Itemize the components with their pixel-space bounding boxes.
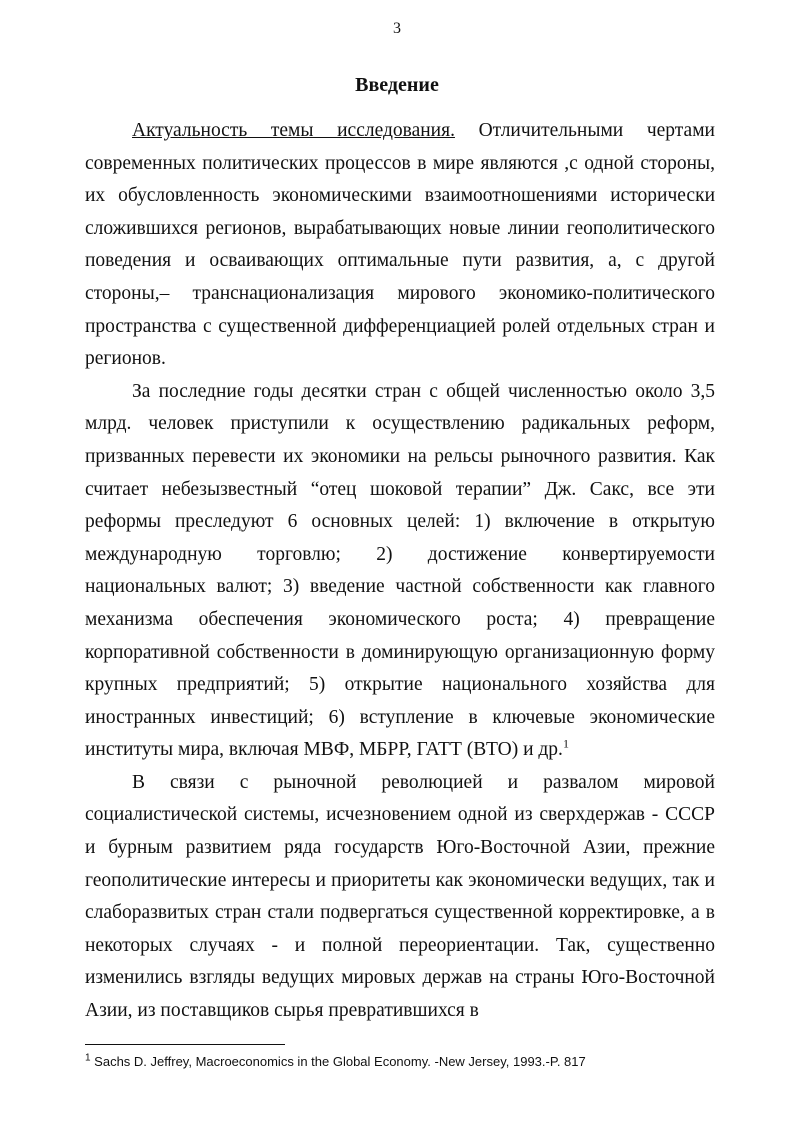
paragraph-geopolitics — [85, 767, 715, 1028]
page-number: 3 — [393, 20, 401, 37]
section-title: Введение — [355, 74, 439, 96]
footnote-mark: 1 — [85, 1052, 91, 1064]
geopolitics-text: В связи с рыночной революцией и развалом мировой социалистической системы, исчезновением одной из сверхдержав - СССР и бурным развитием ряда государств Юго-Восточной Азии, прежние геополитические интересы и приоритеты как экономически ведущих, так и слаборазвитых стран стали подвергаться существенной корректировке, а в некоторых случаях - и полной переориентации. Так, существенно изменились взгляды ведущих мировых держав на страны Юго-Восточной Азии, из поставщиков сырья превратившихся в — [85, 771, 715, 1022]
relevance-text: Отличительными чертами современных политических процессов в мире являются ,с одной стороны, их обусловленность экономическими взаимоотношениями исторически сложившихся регионов, вырабатывающих новые линии геополитического поведения и осваивающих оптимальные пути развития, а, с другой стороны,– транснационализация мирового экономико-политического пространства с существенной дифференциацией ролей отдельных стран и регионов. — [85, 120, 715, 370]
footnote-text: Sachs D. Jeffrey, Macroeconomics in the Global Economy. -New Jersey, 1993.-P. 817 — [90, 1054, 586, 1069]
body-text — [85, 115, 715, 1028]
footnote-reference[interactable]: 1 — [562, 736, 569, 751]
relevance-lead: Актуальность темы исследования. — [132, 120, 455, 141]
paragraph-reforms — [85, 376, 715, 767]
footnote-divider — [85, 1044, 285, 1045]
paragraph-relevance — [85, 115, 715, 376]
reforms-text: За последние годы десятки стран с общей численностью около 3,5 млрд. человек приступили к осуществлению радикальных реформ, призванных перевести их экономики на рельсы рыночного развития. Как считает небезызвестный “отец шоковой терапии” Дж. Сакс, все эти реформы преследуют 6 основных целей: 1) включение в открытую международную торговлю; 2) достижение конвертируемости национальных валют; 3) введение частной собственности как главного механизма обеспечения экономического роста; 4) превращение корпоративной собственности в доминирующую организационную форму крупных предприятий; 5) открытие национального хозяйства для иностранных инвестиций; 6) вступление в ключевые экономические институты мира, включая МВФ, МБРР, ГАТТ (ВТО) и др. — [85, 380, 715, 761]
footnote — [85, 1053, 725, 1071]
